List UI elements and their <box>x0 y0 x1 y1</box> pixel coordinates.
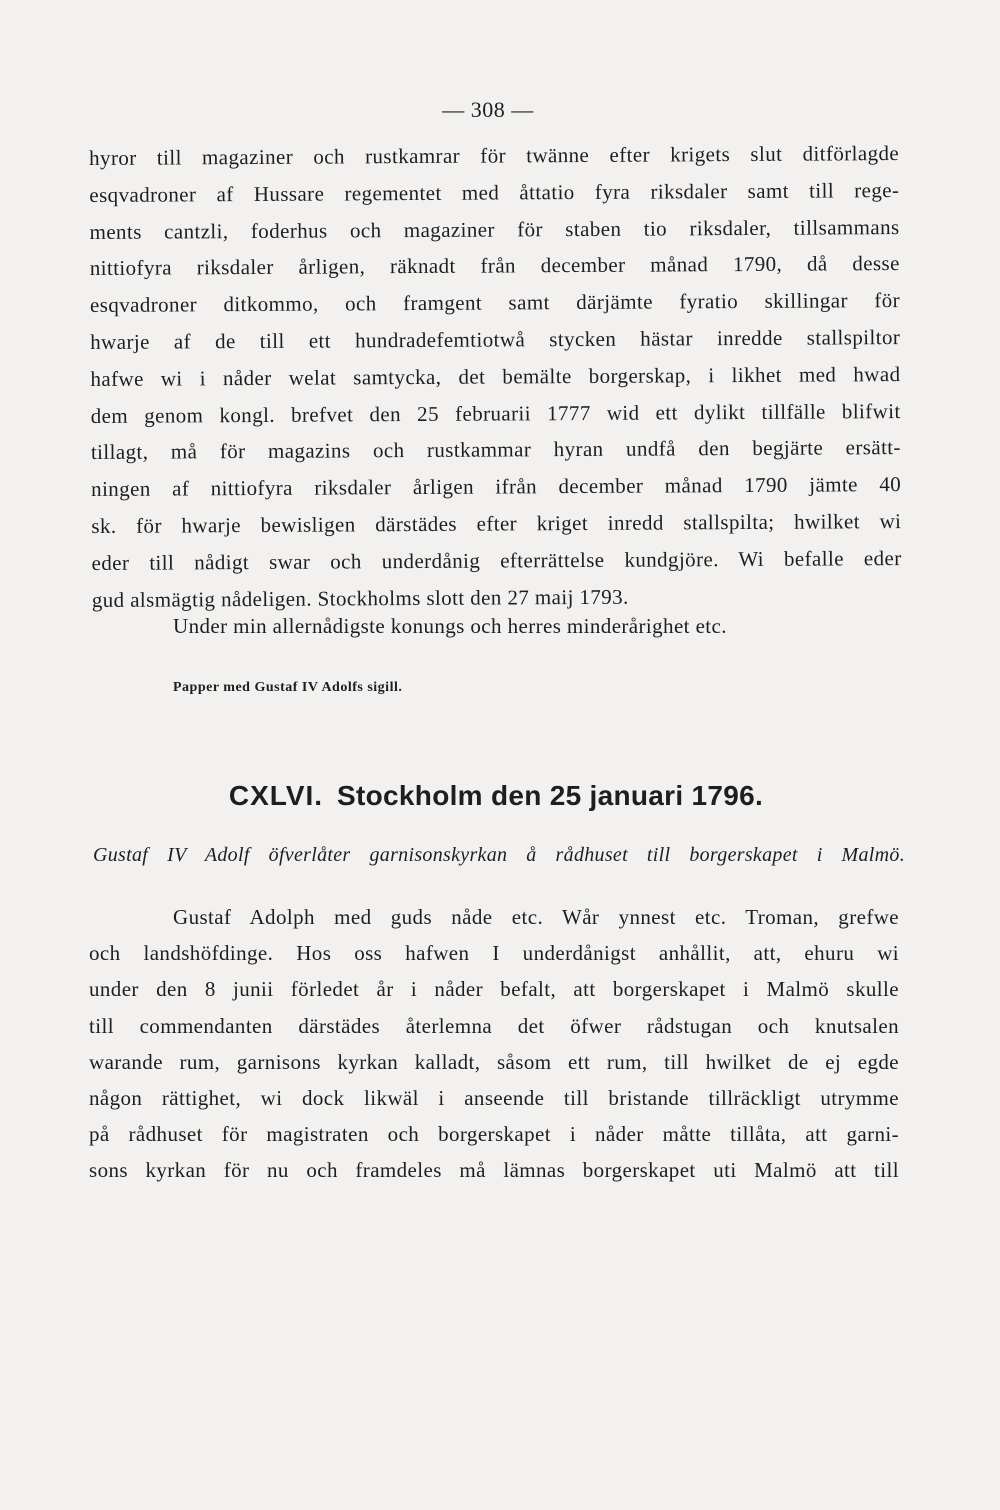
document-number: CXLVI. <box>228 780 324 811</box>
letter-body-paragraph <box>89 135 902 618</box>
text-line: hafwe wi i nåder welat samtycka, det bemälte borgerskap, i likhet med hwad <box>90 361 901 391</box>
text-line: eder till nådigt swar och underdånig efterrättelse kundgjöre. Wi befalle eder <box>91 545 902 575</box>
text-line: nittiofyra riksdaler årligen, räknadt från december månad 1790, då desse <box>89 251 900 281</box>
text-line: Gustaf Adolph med guds nåde etc. Wår ynnest etc. Troman, grefwe <box>173 905 899 929</box>
text-line: till commendanten därstädes återlemna det öfwer rådstugan och knutsalen <box>89 1013 899 1038</box>
text-line: hwarje af de till ett hundradefemtiotwå stycken hästar inredde stallspiltor <box>90 325 901 354</box>
seal-note: Papper med Gustaf IV Adolfs sigill. <box>173 680 403 695</box>
letter-body-paragraph <box>89 899 899 1189</box>
document-date-place: Stockholm den 25 januari 1796. <box>337 780 764 811</box>
text-line: på rådhuset för magistraten och borgerskapet i nåder måtte tillåta, att garni- <box>89 1122 899 1147</box>
document-heading <box>0 780 992 812</box>
text-line: gud alsmägtig nådeligen. Stockholms slott den 27 maij 1793. <box>91 584 629 612</box>
text-line: sk. för hwarje bewisligen därstädes efter kriget inredd stallspilta; hwilket wi <box>91 509 902 538</box>
text-line: under den 8 junii förledet år i nåder befalt, att borgerskapet i Malmö skulle <box>89 977 899 1002</box>
text-line: tillagt, må för magazins och rustkammar hyran undfå den begjärte ersätt- <box>90 435 901 465</box>
text-line: dem genom kongl. brefvet den 25 februarii 1777 wid ett dylikt tillfälle blifwit <box>90 398 901 428</box>
closing-formula: Under min allernådigste konungs och herres minderårighet etc. <box>173 614 727 638</box>
text-line: ments cantzli, foderhus och magaziner för staben tio riksdaler, tillsammans <box>89 214 900 244</box>
text-line: och landshöfdinge. Hos oss hafwen I underdånigst anhållit, att, ehuru wi <box>89 941 899 966</box>
text-line: esqvadroner ditkommo, och framgent samt därjämte fyratio skillingar för <box>89 288 901 318</box>
text-line: warande rum, garnisons kyrkan kalladt, såsom ett rum, till hwilket de ej egde <box>89 1049 899 1074</box>
text-line: esqvadroner af Hussare regementet med åttatio fyra riksdaler samt till rege- <box>89 177 900 207</box>
text-line: hyror till magaziner och rustkamrar för twänne efter krigets slut ditförlagde <box>89 141 900 170</box>
text-line: ningen af nittiofyra riksdaler årligen ifrån december månad 1790 jämte 40 <box>91 472 902 502</box>
text-line: någon rättighet, wi dock likwäl i anseende till bristande tillräckligt utrymme <box>89 1085 899 1110</box>
text-line: sons kyrkan för nu och framdeles må lämnas borgerskapet uti Malmö att till <box>89 1158 899 1183</box>
document-summary: Gustaf IV Adolf öfverlåter garnisonskyrkan å rådhuset till borgerskapet i Malmö. <box>93 844 905 866</box>
page-number: — 308 — <box>442 97 534 122</box>
